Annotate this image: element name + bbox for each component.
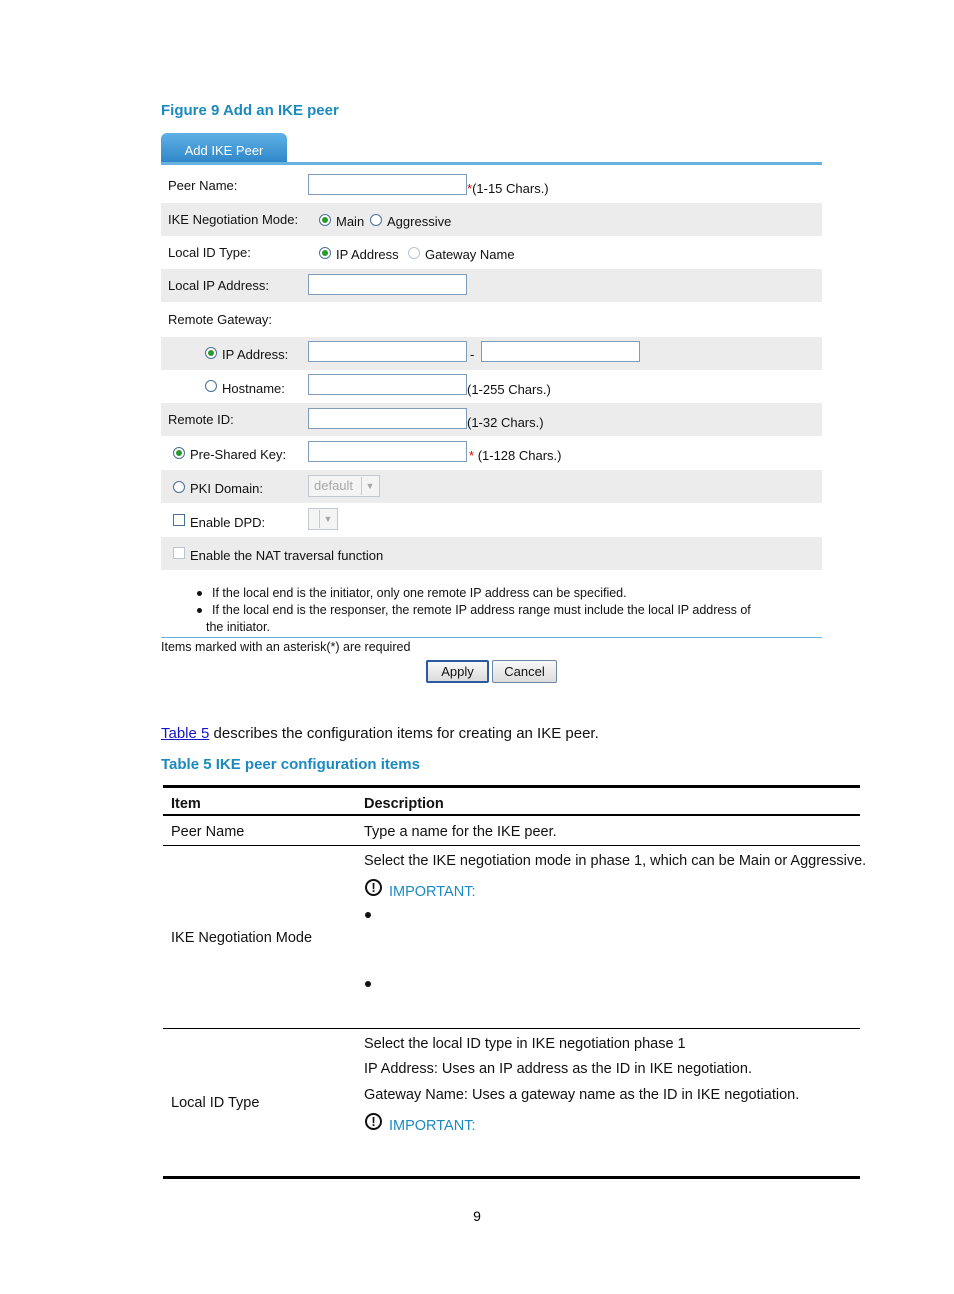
- required-note: Items marked with an asterisk(*) are required: [161, 640, 411, 654]
- form-divider: [161, 637, 822, 638]
- row-local-id-type-ip: IP Address: Uses an IP address as the ID in IKE negotiation.: [364, 1061, 752, 1077]
- peer-name-hint-text: (1-15 Chars.): [472, 181, 549, 196]
- cancel-button[interactable]: Cancel: [492, 660, 557, 683]
- pki-domain-row: [161, 470, 822, 503]
- table-top-rule: [163, 785, 860, 788]
- local-id-type-label: Local ID Type:: [168, 245, 251, 260]
- row-local-id-type-description: Select the local ID type in IKE negotiation phase 1: [364, 1036, 686, 1052]
- enable-dpd-row: [161, 504, 822, 537]
- remote-id-label: Remote ID:: [168, 412, 234, 427]
- row-local-id-type-item: Local ID Type: [171, 1095, 260, 1111]
- required-asterisk: *: [467, 181, 473, 196]
- pki-domain-select[interactable]: [308, 475, 380, 497]
- remote-gateway-label: Remote Gateway:: [168, 312, 273, 327]
- header-description: Description: [364, 796, 444, 812]
- nat-traversal-label: Enable the NAT traversal function: [190, 548, 384, 563]
- hostname-input[interactable]: [308, 374, 467, 395]
- hostname-row: [161, 370, 822, 403]
- peer-name-row: [161, 169, 822, 202]
- radio-remote-ip[interactable]: [205, 347, 217, 359]
- table-row-rule: [163, 845, 860, 846]
- row-local-id-type-gateway: Gateway Name: Uses a gateway name as the ID in IKE negotiation.: [364, 1087, 800, 1103]
- tab-add-ike-peer[interactable]: Add IKE Peer: [161, 133, 287, 163]
- pki-domain-label: PKI Domain:: [190, 481, 263, 496]
- table-row-rule: [163, 1028, 860, 1029]
- required-asterisk: *: [469, 448, 475, 463]
- pki-domain-selected: default: [314, 478, 354, 493]
- pre-shared-key-label: Pre-Shared Key:: [190, 447, 287, 462]
- important-label: IMPORTANT:: [389, 1118, 476, 1134]
- chevron-down-icon: ▼: [361, 477, 378, 495]
- local-ip-label: Local IP Address:: [168, 278, 269, 293]
- note-bullet: [197, 591, 202, 596]
- pre-shared-key-hint-text: (1-128 Chars.): [477, 448, 562, 463]
- remote-gateway-ip-row: [161, 337, 822, 370]
- note-responser-continuation: the initiator.: [206, 620, 270, 634]
- apply-button[interactable]: Apply: [426, 660, 489, 683]
- pre-shared-key-hint: [469, 448, 562, 463]
- list-bullet: [365, 912, 371, 918]
- important-warning-icon: !: [365, 879, 382, 896]
- note-bullet: [197, 608, 202, 613]
- list-bullet: [365, 981, 371, 987]
- radio-gateway-name[interactable]: [408, 247, 420, 259]
- remote-ip-end-input[interactable]: [481, 341, 640, 362]
- radio-ip-address-label: IP Address: [336, 247, 399, 262]
- row-negotiation-mode-item: IKE Negotiation Mode: [171, 930, 313, 946]
- peer-name-label: Peer Name:: [168, 178, 238, 193]
- remote-gateway-row: [161, 303, 822, 336]
- intro-text: describes the configuration items for creating an IKE peer.: [209, 725, 599, 742]
- radio-gateway-name-label: Gateway Name: [425, 247, 515, 262]
- remote-id-input[interactable]: [308, 408, 467, 429]
- table-caption: Table 5 IKE peer configuration items: [161, 756, 420, 773]
- row-peer-name-item: Peer Name: [171, 824, 245, 840]
- note-responser: If the local end is the responser, the remote IP address range must include the local IP address of: [212, 603, 751, 617]
- negotiation-mode-row: [161, 203, 822, 236]
- peer-name-input[interactable]: [308, 174, 467, 195]
- radio-pki-domain[interactable]: [173, 481, 185, 493]
- local-id-type-row: [161, 236, 822, 269]
- page-number: 9: [473, 1208, 481, 1224]
- dpd-select[interactable]: [308, 508, 338, 530]
- radio-hostname[interactable]: [205, 380, 217, 392]
- tab-underline: [161, 162, 822, 165]
- nat-traversal-checkbox[interactable]: [173, 547, 185, 559]
- pre-shared-key-input[interactable]: [308, 441, 467, 462]
- header-item: Item: [171, 796, 201, 812]
- chevron-down-icon: ▼: [319, 510, 336, 528]
- remote-id-row: [161, 403, 822, 436]
- remote-id-hint: (1-32 Chars.): [467, 415, 544, 430]
- hostname-hint: (1-255 Chars.): [467, 382, 551, 397]
- table-header-rule: [163, 814, 860, 816]
- radio-main-label: Main: [336, 214, 365, 229]
- ip-range-dash: -: [470, 347, 475, 362]
- remote-ip-label: IP Address:: [222, 347, 289, 362]
- intro-paragraph: [161, 725, 599, 742]
- table-5-link[interactable]: Table 5: [161, 725, 210, 742]
- nat-traversal-row: [161, 537, 822, 570]
- negotiation-mode-label: IKE Negotiation Mode:: [168, 212, 299, 227]
- hostname-label: Hostname:: [222, 381, 285, 396]
- radio-aggressive[interactable]: [370, 214, 382, 226]
- radio-aggressive-label: Aggressive: [387, 214, 452, 229]
- radio-pre-shared-key[interactable]: [173, 447, 185, 459]
- row-negotiation-mode-description: Select the IKE negotiation mode in phase 1, which can be Main or Aggressive.: [364, 853, 867, 869]
- important-label: IMPORTANT:: [389, 884, 476, 900]
- local-ip-row: [161, 269, 822, 302]
- enable-dpd-label: Enable DPD:: [190, 515, 266, 530]
- remote-ip-start-input[interactable]: [308, 341, 467, 362]
- table-bottom-rule: [163, 1176, 860, 1179]
- important-warning-icon: !: [365, 1113, 382, 1130]
- local-ip-input[interactable]: [308, 274, 467, 295]
- pre-shared-key-row: [161, 437, 822, 470]
- figure-caption: Figure 9 Add an IKE peer: [161, 102, 339, 119]
- note-initiator: If the local end is the initiator, only one remote IP address can be specified.: [212, 586, 627, 600]
- radio-ip-address[interactable]: [319, 247, 331, 259]
- peer-name-hint: [467, 181, 549, 196]
- row-peer-name-description: Type a name for the IKE peer.: [364, 824, 557, 840]
- enable-dpd-checkbox[interactable]: [173, 514, 185, 526]
- radio-main[interactable]: [319, 214, 331, 226]
